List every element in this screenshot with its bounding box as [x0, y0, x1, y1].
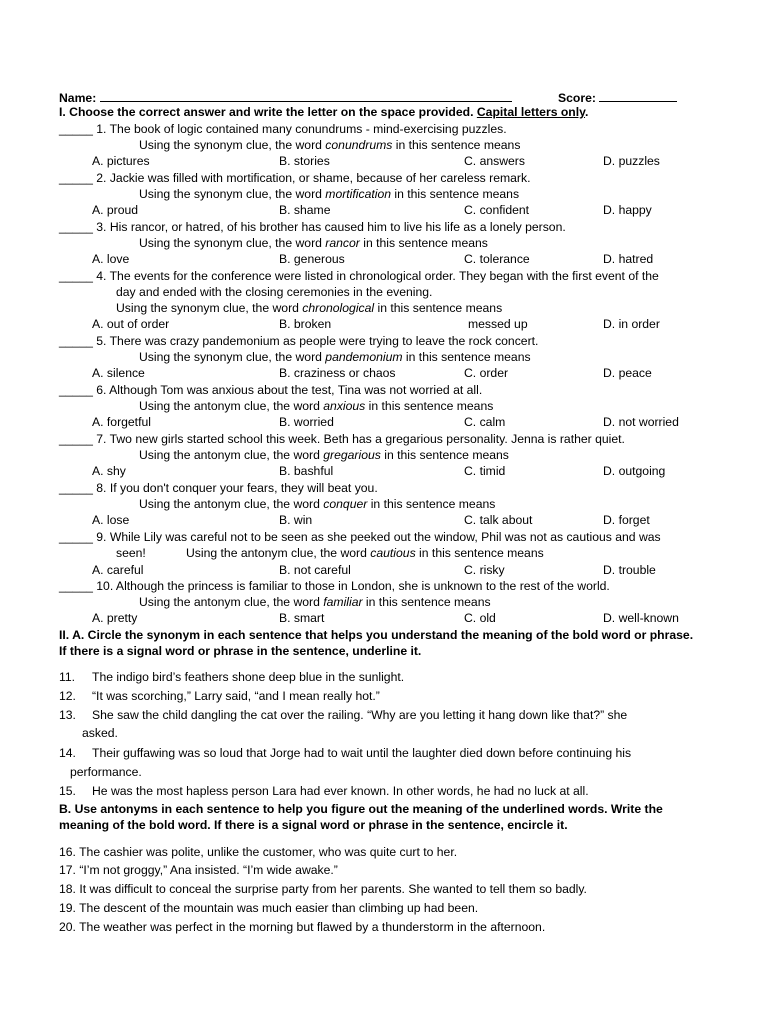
choice-d: D. well-known — [603, 611, 679, 625]
question-4 — [59, 269, 659, 284]
clue-6: Using the antonym clue, the word anxious in this sentence means — [139, 399, 494, 413]
question-2 — [59, 171, 530, 186]
score-blank[interactable] — [599, 90, 677, 102]
question-text: 2. Jackie was filled with mortification, or shame, because of her careless remark. — [96, 171, 531, 185]
choice-b: B. broken — [279, 317, 332, 331]
choice-d: D. forget — [603, 513, 650, 527]
choice-b: B. craziness or chaos — [279, 366, 396, 380]
clue-word: anxious — [323, 399, 366, 413]
choice-d: D. hatred — [603, 252, 654, 266]
choice-c: C. calm — [464, 415, 506, 429]
question-10 — [59, 579, 610, 594]
question-6 — [59, 383, 482, 398]
choice-a: A. out of order — [92, 317, 170, 331]
answer-blank[interactable]: _____ — [59, 334, 93, 348]
question-7 — [59, 432, 625, 447]
clue-2: Using the synonym clue, the word mortification in this sentence means — [139, 187, 520, 201]
clue-9: Using the antonym clue, the word cautious in this sentence means — [186, 546, 544, 560]
question-text: 6. Although Tom was anxious about the test, Tina was not worried at all. — [96, 383, 483, 397]
clue-word: chronological — [302, 301, 375, 315]
sentence-12: “It was scorching,” Larry said, “and I mean really hot.” — [92, 689, 380, 703]
sentence-15: He was the most hapless person Lara had ever known. In other words, he had no luck at all. — [92, 784, 589, 798]
sentence-13: She saw the child dangling the cat over the railing. “Why are you letting it hang down like that?” she — [92, 708, 628, 722]
question-text: 9. While Lily was careful not to be seen as she peeked out the window, Phil was not as cautious and was — [96, 530, 661, 544]
choice-b: B. smart — [279, 611, 325, 625]
sentence-17: 17. “I’m not groggy,” Ana insisted. “I’m wide awake.” — [59, 863, 338, 877]
clue-7: Using the antonym clue, the word gregarious in this sentence means — [139, 448, 509, 462]
name-label: Name: — [59, 91, 97, 105]
choice-d: D. in order — [603, 317, 660, 331]
clue-4: Using the synonym clue, the word chronological in this sentence means — [116, 301, 503, 315]
question-text: 5. There was crazy pandemonium as people were trying to leave the rock concert. — [96, 334, 539, 348]
choice-c: C. confident — [464, 203, 530, 217]
sentence-14: Their guffawing was so loud that Jorge had to wait until the laughter died down before continuing his — [92, 746, 632, 760]
item-number: 11. — [59, 670, 76, 684]
score-label: Score: — [558, 91, 596, 105]
choice-c: C. answers — [464, 154, 525, 168]
choice-b: B. worried — [279, 415, 334, 429]
answer-blank[interactable]: _____ — [59, 220, 93, 234]
choice-c: C. risky — [464, 563, 505, 577]
answer-blank[interactable]: _____ — [59, 122, 93, 136]
answer-blank[interactable]: _____ — [59, 171, 93, 185]
answer-blank[interactable]: _____ — [59, 579, 93, 593]
item-number: 15. — [59, 784, 76, 798]
clue-word: cautious — [370, 546, 416, 560]
sentence-11: The indigo bird’s feathers shone deep blue in the sunlight. — [92, 670, 405, 684]
clue-word: mortification — [325, 187, 391, 201]
question-text-cont: day and ended with the closing ceremonies in the evening. — [116, 285, 433, 299]
choice-d: D. trouble — [603, 563, 656, 577]
choice-b: B. generous — [279, 252, 345, 266]
clue-3: Using the synonym clue, the word rancor in this sentence means — [139, 236, 488, 250]
question-text: 10. Although the princess is familiar to those in London, she is unknown to the rest of the world. — [96, 579, 610, 593]
clue-word: gregarious — [323, 448, 381, 462]
choice-c: C. timid — [464, 464, 506, 478]
choice-a: A. silence — [92, 366, 145, 380]
choice-a: A. love — [92, 252, 130, 266]
sentence-20: 20. The weather was perfect in the morning but flawed by a thunderstorm in the afternoon. — [59, 920, 546, 934]
choice-c: C. order — [464, 366, 509, 380]
choice-d: D. outgoing — [603, 464, 666, 478]
part2a-instruction-cont: If there is a signal word or phrase in the sentence, underline it. — [59, 644, 422, 658]
clue-5: Using the synonym clue, the word pandemonium in this sentence means — [139, 350, 531, 364]
choice-b: B. not careful — [279, 563, 351, 577]
question-text: 3. His rancor, or hatred, of his brother has caused him to live his life as a lonely person. — [96, 220, 566, 234]
question-8 — [59, 481, 378, 496]
item-number: 13. — [59, 708, 76, 722]
clue-word: conundrums — [325, 138, 393, 152]
answer-blank[interactable]: _____ — [59, 530, 93, 544]
sentence-13-cont: asked. — [82, 726, 118, 740]
part2b-instruction-cont: meaning of the bold word. If there is a signal word or phrase in the sentence, encircle it. — [59, 818, 568, 832]
item-number: 12. — [59, 689, 76, 703]
choice-b: B. win — [279, 513, 313, 527]
choice-a: A. forgetful — [92, 415, 151, 429]
choice-d: D. happy — [603, 203, 652, 217]
answer-blank[interactable]: _____ — [59, 269, 93, 283]
question-1 — [59, 122, 507, 137]
choice-d: D. puzzles — [603, 154, 660, 168]
choice-a: A. lose — [92, 513, 130, 527]
answer-blank[interactable]: _____ — [59, 432, 93, 446]
item-number: 14. — [59, 746, 76, 760]
choice-a: A. careful — [92, 563, 144, 577]
clue-word: pandemonium — [325, 350, 403, 364]
choice-a: A. shy — [92, 464, 126, 478]
choice-a: A. proud — [92, 203, 139, 217]
answer-blank[interactable]: _____ — [59, 481, 93, 495]
score-line — [558, 90, 677, 106]
name-blank[interactable] — [100, 90, 512, 102]
question-5 — [59, 334, 538, 349]
clue-8: Using the antonym clue, the word conquer in this sentence means — [139, 497, 496, 511]
clue-word: rancor — [325, 236, 360, 250]
name-line — [59, 90, 512, 106]
clue-10: Using the antonym clue, the word familiar in this sentence means — [139, 595, 491, 609]
choice-b: B. stories — [279, 154, 330, 168]
answer-blank[interactable]: _____ — [59, 383, 93, 397]
choice-b: B. shame — [279, 203, 331, 217]
clue-word: conquer — [323, 497, 368, 511]
choice-d: D. peace — [603, 366, 652, 380]
question-9 — [59, 530, 661, 545]
question-text: 4. The events for the conference were listed in chronological order. They began with the first event of the — [96, 269, 659, 283]
choice-b: B. bashful — [279, 464, 334, 478]
capital-letters-note: Capital letters only — [476, 105, 586, 119]
sentence-14-cont: performance. — [70, 765, 142, 779]
part1-instruction-text: I. Choose the correct answer and write the letter on the space provided. — [59, 105, 474, 119]
part2b-instruction: B. Use antonyms in each sentence to help you figure out the meaning of the underlined words. Write the — [59, 802, 663, 816]
choice-c: C. talk about — [464, 513, 533, 527]
part2a-instruction: II. A. Circle the synonym in each sentence that helps you understand the meaning of the bold word or phrase. — [59, 628, 694, 642]
choice-c: C. tolerance — [464, 252, 530, 266]
question-text: 1. The book of logic contained many conundrums - mind-exercising puzzles. — [96, 122, 507, 136]
question-3 — [59, 220, 566, 235]
choice-c: C. old — [464, 611, 496, 625]
question-text: 8. If you don't conquer your fears, they will beat you. — [96, 481, 378, 495]
clue-word: familiar — [323, 595, 363, 609]
sentence-18: 18. It was difficult to conceal the surprise party from her parents. She wanted to tell them so badly. — [59, 882, 587, 896]
part1-instruction-end: . — [585, 105, 589, 119]
question-text-cont: seen! — [116, 546, 146, 560]
clue-1: Using the synonym clue, the word conundrums in this sentence means — [139, 138, 521, 152]
choice-a: A. pretty — [92, 611, 138, 625]
choice-a: A. pictures — [92, 154, 150, 168]
sentence-19: 19. The descent of the mountain was much easier than climbing up had been. — [59, 901, 479, 915]
choice-c: messed up — [468, 317, 528, 331]
part1-instruction — [59, 105, 588, 120]
choice-d: D. not worried — [603, 415, 679, 429]
question-text: 7. Two new girls started school this week. Beth has a gregarious personality. Jenna is rather quiet. — [96, 432, 625, 446]
sentence-16: 16. The cashier was polite, unlike the customer, who was quite curt to her. — [59, 845, 458, 859]
